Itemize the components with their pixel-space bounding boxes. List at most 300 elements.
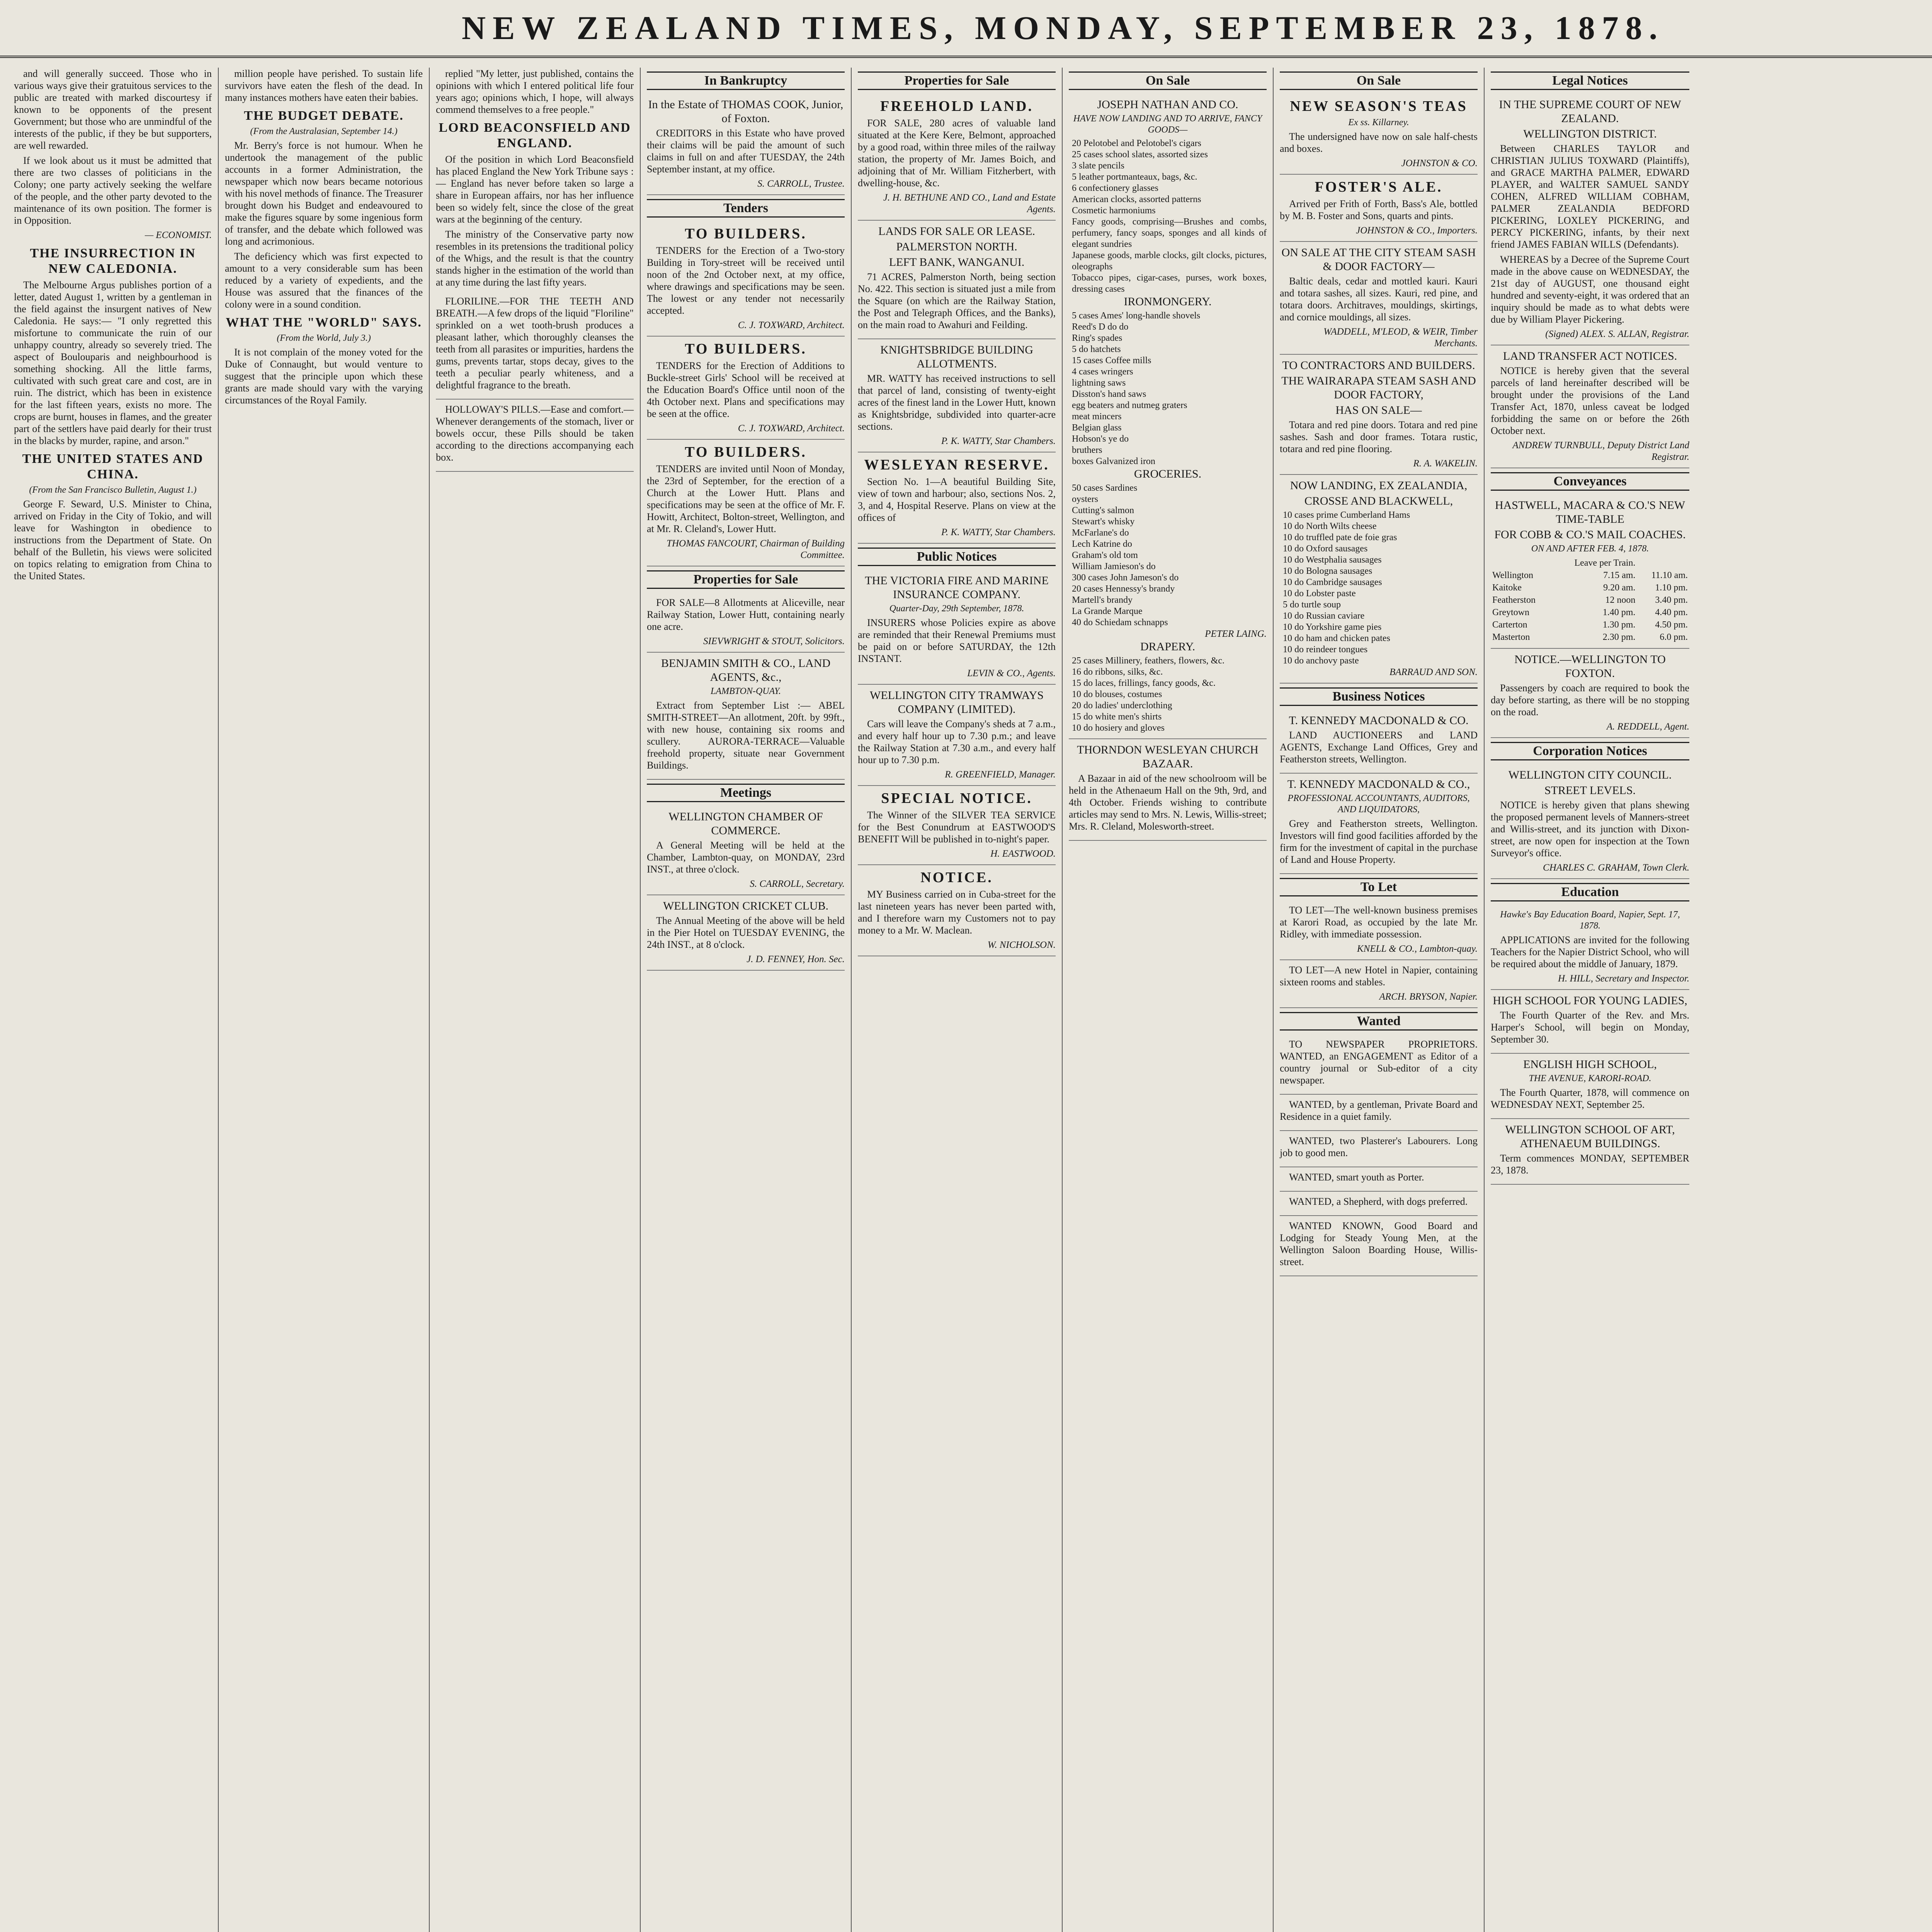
ad-heading: IN THE SUPREME COURT OF NEW ZEALAND. — [1499, 98, 1681, 125]
ad-body: Between CHARLES TAYLOR and CHRISTIAN JULIUS TOXWARD (Plaintiffs), and GRACE MARTHA PALMER, EDWARD PLAYER, and WALTER SAMUEL SANDY COHEN, ALFRED WILLIAM COBHAM, PALMER ZEALANDIA BEDFORD PICKERING, LOXLEY PICKERING, and PERCY PICKERING, infants, by their next friend JAMES FABIAN WILLS (Defendants). — [1491, 143, 1689, 250]
ad-signature: SIEVWRIGHT & STOUT, Solicitors. — [703, 636, 845, 646]
list-item: lightning saws — [1072, 378, 1126, 388]
ad-subheading: STREET LEVELS. — [1544, 784, 1636, 797]
advertisement — [1491, 495, 1689, 649]
list-item: 10 do Russian caviare — [1283, 611, 1365, 621]
ad-signature: P. K. WATTY, Star Chambers. — [941, 436, 1056, 446]
column-7 — [1274, 68, 1485, 1932]
list-item: 10 do Lobster paste — [1283, 588, 1356, 599]
list-item: egg beaters and nutmeg graters — [1072, 400, 1187, 410]
column-8 — [1485, 68, 1696, 1932]
ad-signature: CHARLES C. GRAHAM, Town Clerk. — [1543, 862, 1689, 873]
ad-signature: ANDREW TURNBULL, Deputy District Land Registrar. — [1512, 440, 1689, 462]
advertisement — [858, 94, 1056, 221]
article-body: Mr. Berry's force is not humour. When he undertook the management of the public accounts in a former Administration, the newspaper which now bears became notorious with his novel methods of finance. The Treasurer brought down his Budget and endeavoured to make the figures square by some ingenious form of transfer, and the debate which followed was long and acrimonious. — [225, 140, 423, 247]
ad-signature: THOMAS FANCOURT, Chairman of Building Committee. — [667, 538, 845, 560]
lead-paragraph: and will generally succeed. Those who in various ways give their gratuitous services to the public are treated with marked discourtesy if known to be opponents of the present Government; but those who are unmindful of the interests of the public, if they be but supporters, are well rewarded. — [14, 68, 212, 151]
ad-signature: A. REDDELL, Agent. — [1606, 721, 1689, 732]
ad-heading: ON SALE AT THE CITY STEAM SASH & DOOR FACTORY— — [1281, 246, 1476, 273]
ad-heading: NEW SEASON'S TEAS — [1290, 98, 1468, 114]
advertisement — [1491, 345, 1689, 468]
advertisement — [858, 685, 1056, 786]
section-header-conveyances: Conveyances — [1491, 472, 1689, 491]
ad-signature: PETER LAING. — [1205, 629, 1267, 639]
table-row — [1491, 631, 1689, 643]
ad-body: WANTED, by a gentleman, Private Board and Residence in a quiet family. — [1280, 1099, 1478, 1122]
ad-heading: WESLEYAN RESERVE. — [864, 457, 1049, 473]
ad-body: WANTED, two Plasterer's Labourers. Long job to good men. — [1280, 1135, 1478, 1158]
goods-list — [1069, 310, 1267, 467]
article-heading: THE INSURRECTION IN NEW CALEDONIA. — [30, 246, 196, 276]
list-item: Stewart's whisky — [1072, 517, 1135, 527]
list-item: 5 leather portmanteaux, bags, &c. — [1072, 172, 1197, 182]
list-item: 10 cases prime Cumberland Hams — [1283, 510, 1410, 520]
advertisement — [1491, 1054, 1689, 1119]
article-source: (From the San Francisco Bulletin, August 1.) — [29, 485, 197, 495]
ad-heading: T. KENNEDY MACDONALD & CO. — [1289, 714, 1469, 727]
list-item: 20 cases Hennessy's brandy — [1072, 584, 1175, 594]
ad-signature: S. CARROLL, Trustee. — [757, 179, 845, 189]
list-item: 40 do Schiedam schnapps — [1072, 617, 1168, 628]
article-body: Of the position in which Lord Beaconsfield has placed England the New York Tribune says :— England has never before taken so large a share in European affairs, nor has her influence been so widely felt, since the close of the great wars at the beginning of the century. — [436, 154, 634, 225]
table-cell: 9.20 am. — [1603, 583, 1636, 593]
section-header-legal-notices: Legal Notices — [1491, 71, 1689, 90]
ad-body: CREDITORS in this Estate who have proved their claims will be paid the amount of such claims in full on and after TUESDAY, the 24th September instant, at my office. — [647, 128, 845, 175]
advertisement — [1280, 475, 1478, 684]
table-cell: Wellington — [1492, 570, 1534, 580]
table-cell: 11.10 am. — [1651, 570, 1688, 580]
section-header-to-let: To Let — [1280, 878, 1478, 896]
advertisement — [1491, 764, 1689, 879]
ad-body: TO LET—A new Hotel in Napier, containing sixteen rooms and stables. — [1280, 964, 1478, 988]
column-2 — [219, 68, 430, 1932]
advertisement — [1280, 900, 1478, 960]
advertisement — [1069, 94, 1267, 739]
ad-body: NOTICE is hereby given that the several parcels of land hereinafter described will be brought under the provisions of the Land Transfer Act, 1870, unless caveat be lodged forbidding the same on or before the 26th October next. — [1491, 365, 1689, 436]
ad-heading: JOSEPH NATHAN AND CO. — [1097, 98, 1238, 111]
article-body: It is not complain of the money voted for the Duke of Connaught, but would venture to suggest that the principle upon which these grants are made should vary with the varying circumstances of the Royal Family. — [225, 347, 423, 406]
ad-subheading: Quarter-Day, 29th September, 1878. — [889, 604, 1024, 614]
ad-heading: NOTICE. — [920, 869, 993, 886]
goods-list — [1280, 510, 1478, 667]
list-item: 5 do hatchets — [1072, 344, 1121, 354]
list-item: 10 do Oxford sausages — [1283, 544, 1368, 554]
ad-signature: ARCH. BRYSON, Napier. — [1379, 992, 1478, 1002]
column-6 — [1063, 68, 1274, 1932]
ad-heading: In the Estate of THOMAS COOK, Junior, of Foxton. — [648, 98, 844, 125]
advertisement — [647, 440, 845, 566]
list-item: oysters — [1072, 494, 1098, 504]
table-header: Leave per Train. — [1574, 558, 1636, 568]
advertisement — [1280, 175, 1478, 242]
list-item: 20 do ladies' underclothing — [1072, 701, 1172, 711]
list-item: 5 cases Ames' long-handle shovels — [1072, 311, 1201, 321]
ad-body: NOTICE is hereby given that plans shewing the proposed permanent levels of Manners-street and Willis-street, and its junction with Dixon-street, are now open for inspection at the Town Surveyor's office. — [1491, 799, 1689, 859]
ad-signature: H. HILL, Secretary and Inspector. — [1558, 973, 1689, 984]
ad-heading: BENJAMIN SMITH & CO., LAND AGENTS, &c., — [661, 657, 831, 684]
section-header-public-notices: Public Notices — [858, 548, 1056, 566]
ad-heading: LANDS FOR SALE OR LEASE. — [878, 225, 1035, 238]
section-header-corporation-notices: Corporation Notices — [1491, 742, 1689, 760]
article-heading: LORD BEACONSFIELD AND ENGLAND. — [439, 121, 631, 150]
table-cell: Masterton — [1492, 632, 1530, 642]
ad-body: TENDERS for the Erection of Additions to Buckle-street Girls' School will be received at the Education Board's Office until noon of the 4th October next. Plans and specifications may be seen at the office. — [647, 360, 845, 419]
section-header-on-sale: On Sale — [1069, 71, 1267, 90]
ad-heading: ENGLISH HIGH SCHOOL, — [1523, 1058, 1657, 1071]
advertisement — [858, 339, 1056, 452]
advertisement — [858, 786, 1056, 865]
table-header — [1491, 557, 1552, 569]
article-source: (From the Australasian, September 14.) — [250, 126, 398, 136]
section-header-wanted: Wanted — [1280, 1012, 1478, 1031]
list-item: Fancy goods, comprising—Brushes and combs, perfumery, fancy soaps, sponges and all kinds of elegant sundries — [1072, 217, 1267, 249]
list-item: 10 do blouses, costumes — [1072, 689, 1162, 699]
article-heading: THE UNITED STATES AND CHINA. — [22, 452, 204, 481]
list-item: 300 cases John Jameson's do — [1072, 573, 1179, 583]
ad-heading: T. KENNEDY MACDONALD & CO., — [1287, 778, 1470, 791]
list-item: 16 do ribbons, silks, &c. — [1072, 667, 1163, 677]
ad-body: WANTED KNOWN, Good Board and Lodging for Steady Young Men, at the Wellington Saloon Boarding House, Willis-street. — [1280, 1220, 1478, 1267]
list-item: Reed's D do do — [1072, 322, 1129, 332]
ad-subheading: LEFT BANK, WANGANUI. — [889, 256, 1025, 269]
section-header-education: Education — [1491, 883, 1689, 901]
ad-body: WHEREAS by a Decree of the Supreme Court made in the above cause on WEDNESDAY, the 21st day of AUGUST, one thousand eight hundred and seventy-eight, it was ordered that an inquiry should be made as to what debts were due by William Player Pickering. — [1491, 254, 1689, 325]
table-cell: Kaitoke — [1492, 583, 1522, 593]
advertisement — [1280, 1095, 1478, 1131]
advertisement — [647, 653, 845, 780]
advertisement — [1280, 1216, 1478, 1276]
ad-signature: C. J. TOXWARD, Architect. — [738, 320, 845, 330]
ad-subheading: Hawke's Bay Education Board, Napier, Sept. 17, 1878. — [1500, 910, 1680, 931]
ad-body: Arrived per Frith of Forth, Bass's Ale, bottled by M. B. Foster and Sons, quarts and pints. — [1280, 198, 1478, 221]
ad-heading: TO BUILDERS. — [685, 226, 807, 242]
ad-heading: TO BUILDERS. — [685, 444, 807, 460]
ad-body: TO LET—The well-known business premises at Karori Road, as occupied by the late Mr. Ridley, with immediate possession. — [1280, 905, 1478, 940]
ad-heading: WELLINGTON CHAMBER OF COMMERCE. — [668, 810, 823, 837]
ad-body: Term commences MONDAY, SEPTEMBER 23, 1878. — [1491, 1153, 1689, 1176]
advertisement — [1280, 94, 1478, 175]
ad-heading: HIGH SCHOOL FOR YOUNG LADIES, — [1493, 994, 1687, 1007]
ad-body: LAND AUCTIONEERS and LAND AGENTS, Exchange Land Offices, Grey and Featherston streets, Wellington. — [1280, 730, 1478, 765]
ad-body: Section No. 1—A beautiful Building Site, view of town and harbour; also, sections Nos. 2, 3, and 4, Hospital Reserve. Plans on view at the offices of — [858, 476, 1056, 523]
table-header — [1637, 557, 1689, 569]
ad-body: The Fourth Quarter of the Rev. and Mrs. Harper's School, will begin on Monday, September 30. — [1491, 1010, 1689, 1045]
advertisement — [1280, 960, 1478, 1008]
list-item: 10 do Bologna sausages — [1283, 566, 1372, 576]
ad-heading: WELLINGTON CITY COUNCIL. — [1508, 769, 1672, 781]
table-cell: Carterton — [1492, 620, 1527, 630]
ad-body: WANTED, smart youth as Porter. — [1289, 1172, 1424, 1183]
list-item: 6 confectionery glasses — [1072, 183, 1158, 193]
ad-heading: WELLINGTON SCHOOL OF ART, ATHENAEUM BUILDINGS. — [1505, 1123, 1675, 1150]
list-item: McFarlane's do — [1072, 528, 1129, 538]
ad-body: A Bazaar in aid of the new schoolroom will be held in the Athenaeum Hall on the 9th, 9rd, and 4th October. Friends wishing to contribute articles may send to Mrs. N. Lewis, Willis-street; Mrs. R. Cleland, Molesworth-street. — [1069, 773, 1267, 832]
advertisement — [1491, 649, 1689, 738]
table-row — [1491, 619, 1689, 631]
ad-subheading: CROSSE AND BLACKWELL, — [1304, 495, 1453, 507]
ad-body: APPLICATIONS are invited for the following Teachers for the Napier District School, who will be required about the middle of January, 1879. — [1491, 934, 1689, 969]
list-item: 10 do ham and chicken pates — [1283, 633, 1390, 643]
list-item: boxes Galvanized iron — [1072, 456, 1155, 466]
ad-heading: KNIGHTSBRIDGE BUILDING ALLOTMENTS. — [880, 344, 1033, 370]
ad-subheading: ON AND AFTER FEB. 4, 1878. — [1531, 544, 1649, 554]
list-item: meat mincers — [1072, 412, 1122, 422]
ad-heading: HASTWELL, MACARA & CO.'S NEW TIME-TABLE — [1495, 499, 1685, 526]
list-item: 10 do Yorkshire game pies — [1283, 622, 1382, 632]
ad-body: TENDERS are invited until Noon of Monday, the 23rd of September, for the erection of a Church at the Lower Hutt. Plans and specifications may be seen at the office of Mr. F. Howitt, Architect, Bolton-street, Wellington, and at Mr. R. Cleland's, Lower Hutt. — [647, 463, 845, 534]
advertisement — [436, 400, 634, 472]
ad-signature: R. GREENFIELD, Manager. — [945, 769, 1056, 780]
goods-list — [1069, 138, 1267, 295]
list-item: 10 do North Wilts cheese — [1283, 521, 1377, 531]
list-item: 5 do turtle soup — [1283, 600, 1341, 610]
ad-signature: R. A. WAKELIN. — [1413, 458, 1478, 469]
goods-list — [1069, 655, 1267, 734]
list-item: 10 do truffled pate de foie gras — [1283, 532, 1397, 543]
coach-timetable — [1491, 557, 1689, 643]
ad-body: MR. WATTY has received instructions to sell that parcel of land, consisting of twenty-eight acres of the finest land in the Lower Hutt, known as Knightsbridge, subdivided into quarter-acre sections. — [858, 373, 1056, 432]
table-cell: 3.40 pm. — [1655, 595, 1688, 605]
ad-subheading: PALMERSTON NORTH. — [896, 240, 1017, 253]
advertisement — [1280, 1131, 1478, 1167]
list-item: 25 cases school slates, assorted sizes — [1072, 150, 1208, 160]
advertisement — [647, 94, 845, 195]
ad-subheading: IRONMONGERY. — [1124, 295, 1212, 308]
ad-body: The undersigned have now on sale half-chests and boxes. — [1280, 131, 1478, 154]
advertisement — [1491, 990, 1689, 1054]
ad-heading: TO BUILDERS. — [685, 341, 807, 357]
article-body: George F. Seward, U.S. Minister to China, arrived on Friday in the City of Tokio, and will leave for Washington in obedience to instructions from the Department of State. On behalf of the Bulletin, his views were solicited on topics relating to emigration from China to the United States. — [14, 498, 212, 582]
ad-body: 71 ACRES, Palmerston North, being section No. 422. This section is situated just a mile from the Square (on which are the Railway Station, the Post and Telegraph Offices, and the Banks), on the main road to Awahuri and Feilding. — [858, 271, 1056, 330]
table-cell: 1.40 pm. — [1602, 607, 1636, 617]
table-cell: 1.30 pm. — [1602, 620, 1636, 630]
ad-body: A General Meeting will be held at the Chamber, Lambton-quay, on MONDAY, 23rd INST., at three o'clock. — [647, 840, 845, 875]
list-item: 10 do reindeer tongues — [1283, 645, 1368, 655]
list-item: bruthers — [1072, 445, 1102, 455]
section-header-on-sale: On Sale — [1280, 71, 1478, 90]
ad-heading: WELLINGTON CRICKET CLUB. — [663, 900, 829, 912]
advertisement — [1280, 710, 1478, 774]
table-cell: 4.50 pm. — [1655, 620, 1688, 630]
column-5 — [852, 68, 1063, 1932]
ad-heading: TO CONTRACTORS AND BUILDERS. — [1282, 359, 1475, 372]
advertisement — [1280, 774, 1478, 874]
list-item: Cosmetic harmoniums — [1072, 206, 1156, 216]
ad-body: FOR SALE—8 Allotments at Aliceville, near Railway Station, Lower Hutt, containing nearly one acre. — [647, 597, 845, 632]
list-item: Ring's spades — [1072, 333, 1122, 343]
ad-subheading: WELLINGTON DISTRICT. — [1523, 128, 1657, 140]
advertisement — [1491, 94, 1689, 345]
ad-signature: KNELL & CO., Lambton-quay. — [1357, 944, 1478, 954]
ad-signature: J. H. BETHUNE AND CO., Land and Estate Agents. — [883, 192, 1056, 214]
column-1 — [8, 68, 219, 1932]
table-cell: 1.10 pm. — [1655, 583, 1688, 593]
section-header-properties: Properties for Sale — [647, 570, 845, 589]
list-item: 3 slate pencils — [1072, 161, 1124, 171]
section-header-business-notices: Business Notices — [1280, 687, 1478, 706]
masthead — [0, 0, 1932, 58]
ad-subheading: FOR COBB & CO.'S MAIL COACHES. — [1494, 528, 1686, 541]
ad-subheading: Ex ss. Killarney. — [1348, 117, 1409, 128]
ad-heading: FREEHOLD LAND. — [880, 98, 1033, 114]
ad-heading: THORNDON WESLEYAN CHURCH BAZAAR. — [1077, 743, 1259, 770]
ad-heading: FOSTER'S ALE. — [1315, 179, 1443, 195]
table-row — [1491, 594, 1689, 606]
ad-signature: JOHNSTON & CO. — [1401, 158, 1478, 168]
article-body: The deficiency which was first expected to amount to a very considerable sum has been reduced by a variety of expedients, and the House was assured that the finances of the colony were in a sound condition. — [225, 251, 423, 310]
article-heading: THE BUDGET DEBATE. — [244, 109, 404, 123]
ad-subheading: PROFESSIONAL ACCOUNTANTS, AUDITORS, AND LIQUIDATORS, — [1287, 793, 1470, 815]
ad-body: The Fourth Quarter, 1878, will commence on WEDNESDAY NEXT, September 25. — [1491, 1087, 1689, 1110]
table-cell: 7.15 am. — [1603, 570, 1636, 580]
article-heading: WHAT THE "WORLD" SAYS. — [226, 315, 422, 330]
ad-subheading: DRAPERY. — [1140, 640, 1195, 653]
masthead-title: NEW ZEALAND TIMES, MONDAY, SEPTEMBER 23, 1878. — [461, 9, 1665, 46]
ad-heading: LAND TRANSFER ACT NOTICES. — [1503, 350, 1677, 362]
table-cell: 4.40 pm. — [1655, 607, 1688, 617]
list-item: American clocks, assorted patterns — [1072, 194, 1201, 204]
ad-signature: (Signed) ALEX. S. ALLAN, Registrar. — [1545, 329, 1689, 339]
list-item: 15 do white men's shirts — [1072, 712, 1162, 722]
advertisement — [1280, 1034, 1478, 1095]
ad-body: Grey and Featherston streets, Wellington. Investors will find good facilities afforded by the firm for the investment of capital in the purchase of Land and House Property. — [1280, 818, 1478, 865]
advertisement — [858, 452, 1056, 544]
ad-body: The Annual Meeting of the above will be held in the Pier Hotel on TUESDAY EVENING, the 24th INST., at 8 o'clock. — [647, 915, 845, 950]
advertisement — [647, 593, 845, 653]
ad-signature: LEVIN & CO., Agents. — [967, 668, 1056, 679]
table-row — [1491, 569, 1689, 582]
ad-body: WANTED, a Shepherd, with dogs preferred. — [1289, 1196, 1468, 1207]
goods-list — [1069, 483, 1267, 628]
ad-heading: THE VICTORIA FIRE AND MARINE INSURANCE COMPANY. — [865, 574, 1049, 601]
article-body: The Melbourne Argus publishes portion of a letter, dated August 1, written by a gentleman in the field against the insurgent natives of New Caledonia. He says:— "I only regretted this misfortune to communicate the ruin of our unhappy country, already so severely tried. The aspect of Boulouparis and neighbourhood is something shocking. All the little farms, cultivated with such great care and cost, are in ruin. The district, which has been in existence for the last fifteen years, exists no more. The crops are burnt, houses in flames, and the greater part of the settlers have paid dearly for their trust in the blacks by murder, rapine, and arson." — [14, 279, 212, 446]
ad-heading: WELLINGTON CITY TRAMWAYS COMPANY (LIMITED). — [870, 689, 1044, 716]
columns — [8, 68, 1932, 1932]
table-row — [1491, 582, 1689, 594]
ad-body: Baltic deals, cedar and mottled kauri. Kauri and totara sashes, all sizes. Kauri, red pine, and totara doors. Architraves, mouldings, skirtings, and cornice mouldings, all sizes. — [1280, 276, 1478, 323]
list-item: 10 do hosiery and gloves — [1072, 723, 1165, 733]
ad-body: TENDERS for the Erection of a Two-story Building in Tory-street will be received until noon of the 2nd October next, at my office, where drawings and specifications may be seen. The lowest or any tender not necessarily accepted. — [647, 245, 845, 316]
list-item: Lech Katrine do — [1072, 539, 1132, 549]
article-source: (From the World, July 3.) — [277, 333, 371, 343]
list-item: La Grande Marque — [1072, 606, 1143, 616]
list-item: Martell's brandy — [1072, 595, 1133, 605]
ad-signature: H. EASTWOOD. — [990, 849, 1056, 859]
advertisement — [1280, 355, 1478, 475]
list-item: 20 Pelotobel and Pelotobel's cigars — [1072, 138, 1201, 148]
ad-subheading: THE AVENUE, KARORI-ROAD. — [1529, 1073, 1651, 1083]
ad-signature: JOHNSTON & CO., Importers. — [1356, 225, 1478, 236]
ad-body: FOR SALE, 280 acres of valuable land situated at the Kere Kere, Belmont, approached by a good road, within three miles of the railway station, the property of Mr. James Boich, and adjoining that of Mr. William Fitzherbert, with dwelling-house, &c. — [858, 117, 1056, 189]
advertisement — [647, 221, 845, 337]
advertisement — [1280, 1192, 1478, 1216]
ad-heading: SPECIAL NOTICE. — [881, 790, 1032, 806]
ad-body: FLORILINE.—FOR THE TEETH AND BREATH.—A few drops of the liquid "Floriline" sprinkled on a wet tooth-brush produces a pleasant lather, which thoroughly cleanses the teeth from all parasites or impurities, hardens the gums, prevents tartar, stops decay, gives to the teeth a peculiar pearly whiteness, and a delightful fragrance to the breath. — [436, 296, 634, 391]
ad-subheading: HAVE NOW LANDING AND TO ARRIVE, FANCY GOODS— — [1073, 114, 1262, 135]
section-header-tenders: Tenders — [647, 199, 845, 218]
table-row — [1491, 606, 1689, 619]
advertisement — [1491, 905, 1689, 990]
list-item: 50 cases Sardines — [1072, 483, 1138, 493]
advertisement — [1491, 1119, 1689, 1185]
article-body: replied "My letter, just published, contains the opinions with which I entered political life four years ago; opinions which, I hope, will always commend themselves to a free people." — [436, 68, 634, 115]
ad-body: INSURERS whose Policies expire as above are reminded that their Renewal Premiums must be paid on or before SATURDAY, the 12th INSTANT. — [858, 617, 1056, 664]
ad-signature: S. CARROLL, Secretary. — [750, 879, 845, 889]
list-item: Tobacco pipes, cigar-cases, purses, work boxes, dressing cases — [1072, 273, 1267, 294]
ad-subheading: LAMBTON-QUAY. — [710, 686, 781, 696]
ad-signature: P. K. WATTY, Star Chambers. — [941, 527, 1056, 537]
article-body: The ministry of the Conservative party now resembles in its pretensions the traditional policy of the Whigs, and the result is that the country stands higher in the estimation of the world than at any time during the last fifty years. — [436, 229, 634, 288]
ad-signature: BARRAUD AND SON. — [1389, 667, 1478, 677]
table-cell: 2.30 pm. — [1602, 632, 1636, 642]
ad-body: MY Business carried on in Cuba-street for the last nineteen years has never been parted with, and I therefore warn my Customers not to pay money to a Mr. W. Maclean. — [858, 889, 1056, 936]
ad-signature: C. J. TOXWARD, Architect. — [738, 423, 845, 434]
list-item: 10 do Cambridge sausages — [1283, 577, 1382, 587]
advertisement — [858, 865, 1056, 956]
list-item: Hobson's ye do — [1072, 434, 1129, 444]
list-item: William Jamieson's do — [1072, 561, 1156, 571]
list-item: 4 cases wringers — [1072, 367, 1133, 377]
advertisement — [647, 806, 845, 895]
ad-body: Passengers by coach are required to book the day before starting, as there will be no stopping on the road. — [1491, 682, 1689, 718]
ad-signature: J. D. FENNEY, Hon. Sec. — [747, 954, 845, 964]
list-item: Japanese goods, marble clocks, gilt clocks, pictures, oleographs — [1072, 250, 1267, 272]
essay-signature: — ECONOMIST. — [145, 230, 212, 240]
ad-heading: NOW LANDING, EX ZEALANDIA, — [1290, 479, 1468, 492]
advertisement — [1280, 242, 1478, 355]
section-header-meetings: Meetings — [647, 784, 845, 802]
column-3 — [430, 68, 641, 1932]
ad-signature: WADDELL, M'LEOD, & WEIR, Timber Merchants. — [1323, 327, 1478, 349]
ad-body: Extract from September List :— ABEL SMITH-STREET—An allotment, 20ft. by 99ft., with new house, containing six rooms and scullery. AURORA-TERRACE—Valuable freehold property, situate near Government Buildings. — [647, 700, 845, 771]
column-4 — [641, 68, 852, 1932]
ad-subheading: GROCERIES. — [1134, 468, 1202, 480]
list-item: 15 do laces, frillings, fancy goods, &c. — [1072, 678, 1216, 688]
ad-subheading: HAS ON SALE— — [1335, 404, 1422, 417]
advertisement — [1280, 1167, 1478, 1192]
advertisement — [436, 291, 634, 400]
table-cell: Greytown — [1492, 607, 1529, 617]
ad-body: Cars will leave the Company's sheds at 7 a.m., and every half hour up to 7.30 p.m.; and leave the Railway Station at 7.30 a.m., and every half hour up to 7.30 p.m. — [858, 718, 1056, 765]
table-cell: 6.0 pm. — [1660, 632, 1688, 642]
advertisement — [647, 895, 845, 971]
article-body: million people have perished. To sustain life survivors have eaten the flesh of the dead. In many instances mothers have eaten their babies. — [225, 68, 423, 103]
advertisement — [647, 337, 845, 440]
ad-body: Totara and red pine doors. Totara and red pine sashes. Sash and door frames. Totara rustic, totara and red pine flooring. — [1280, 419, 1478, 454]
ad-body: HOLLOWAY'S PILLS.—Ease and comfort.—Whenever derangements of the stomach, liver or bowels occur, these Pills should be taken according to the directions accompanying each box. — [436, 404, 634, 463]
advertisement — [1069, 739, 1267, 841]
advertisement — [858, 570, 1056, 685]
table-cell: 12 noon — [1605, 595, 1636, 605]
ad-body: TO NEWSPAPER PROPRIETORS. WANTED, an ENGAGEMENT as Editor of a country journal or Sub-editor of a city newspaper. — [1280, 1039, 1478, 1086]
ad-signature: W. NICHOLSON. — [987, 940, 1056, 950]
lead-paragraph: If we look about us it must be admitted that there are two classes of politicians in the Colony; one party actively seeking the welfare of the people, and the other party devoted to the maintenance of its own position. The former is in Opposition. — [14, 155, 212, 226]
list-item: 10 do anchovy paste — [1283, 656, 1359, 666]
list-item: Disston's hand saws — [1072, 389, 1146, 399]
list-item: 10 do Westphalia sausages — [1283, 555, 1382, 565]
list-item: Cutting's salmon — [1072, 505, 1134, 515]
list-item: 25 cases Millinery, feathers, flowers, &c. — [1072, 656, 1225, 666]
table-cell: Featherston — [1492, 595, 1536, 605]
ad-body: The Winner of the SILVER TEA SERVICE for the Best Conundrum at EASTWOOD'S BENEFIT Will be published in to-night's paper. — [858, 810, 1056, 845]
section-header-bankruptcy: In Bankruptcy — [647, 71, 845, 90]
table-row — [1491, 557, 1689, 569]
list-item: 15 cases Coffee mills — [1072, 355, 1151, 366]
list-item: Graham's old tom — [1072, 550, 1138, 560]
list-item: Belgian glass — [1072, 423, 1122, 433]
section-header-properties: Properties for Sale — [858, 71, 1056, 90]
ad-heading: NOTICE.—WELLINGTON TO FOXTON. — [1514, 653, 1666, 680]
